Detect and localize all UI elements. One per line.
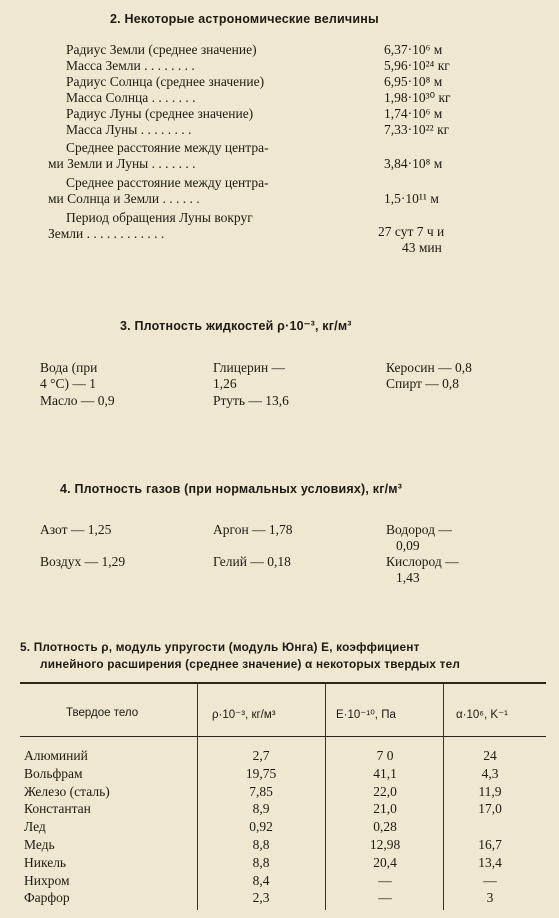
row-label: Среднее расстояние между центра-: [66, 175, 269, 190]
row-label: Радиус Солнца (среднее значение): [66, 74, 265, 89]
row-value: 6,37·10⁶ м: [384, 42, 443, 57]
row-label: Масса Земли . . . . . . . .: [66, 58, 195, 73]
row-label: Радиус Луны (среднее значение): [66, 106, 254, 121]
list-item: Водород —: [386, 522, 452, 537]
column-header: E·10⁻¹⁰, Па: [336, 709, 396, 721]
table-cell: 17,0: [478, 801, 502, 817]
row-value: 6,95·10⁸ м: [384, 74, 443, 89]
section-2-heading: 2. Некоторые астрономические величины: [110, 12, 379, 26]
table-cell: 0,92: [249, 819, 273, 835]
table-cell: 20,4: [373, 854, 397, 870]
table-cell: 21,0: [373, 801, 397, 817]
list-item: Ртуть — 13,6: [213, 393, 289, 408]
table-cell: 41,1: [373, 765, 397, 781]
table-cell: 2,7: [252, 748, 270, 763]
list-item: Масло — 0,9: [40, 393, 115, 408]
list-item: Воздух — 1,29: [40, 554, 126, 569]
row-label: ми Земли и Луны . . . . . . .: [48, 156, 196, 171]
section-5-heading: 5. Плотность ρ, модуль упругости (модуль Юнга) E, коэффициент: [20, 640, 420, 654]
table-cell: 12,98: [369, 837, 401, 852]
column-header: ρ·10⁻³, кг/м³: [212, 709, 276, 721]
table-header-rule: [20, 736, 546, 737]
row-value: 27 сут 7 ч и: [378, 224, 445, 239]
table-cell: 7,85: [249, 783, 273, 799]
row-label: Радиус Земли (среднее значение): [66, 42, 257, 57]
list-item: 1,26: [213, 376, 237, 391]
table-cell: 4,3: [481, 765, 499, 781]
list-item: 4 °C) — 1: [40, 376, 97, 391]
section-3-heading: 3. Плотность жидкостей ρ·10⁻³, кг/м³: [120, 319, 352, 333]
list-item: Аргон — 1,78: [213, 522, 293, 537]
table-cell: 8,8: [252, 854, 270, 870]
table-cell: 2,3: [252, 890, 270, 906]
list-item: Азот — 1,25: [40, 522, 112, 537]
row-label: Масса Солнца . . . . . . .: [66, 90, 196, 105]
table-cell: 7 0: [376, 748, 394, 763]
table-cell: 8,8: [252, 837, 270, 852]
row-value: 1,5·10¹¹ м: [384, 191, 439, 206]
table-cell: —: [378, 872, 392, 888]
material-name: Лед: [24, 819, 46, 835]
column-header: Твердое тело: [66, 707, 139, 719]
table-cell: 8,9: [252, 801, 270, 817]
row-value: 7,33·10²² кг: [384, 122, 450, 137]
material-name: Железо (сталь): [24, 783, 110, 799]
material-name: Медь: [24, 837, 55, 852]
material-name: Константан: [24, 801, 91, 817]
row-value: 43 мин: [402, 240, 442, 255]
list-item: Спирт — 0,8: [386, 376, 460, 391]
row-value: 3,84·10⁸ м: [384, 156, 443, 171]
row-label: Земли . . . . . . . . . . . .: [48, 226, 165, 241]
list-item: Кислород —: [386, 554, 459, 569]
table-cell: 24: [483, 748, 497, 763]
table-top-rule: [20, 682, 546, 684]
table-cell: 19,75: [245, 765, 277, 781]
material-name: Нихром: [24, 872, 70, 888]
column-divider: [325, 684, 326, 910]
row-value: 1,74·10⁶ м: [384, 106, 443, 121]
material-name: Никель: [24, 854, 67, 870]
row-value: 5,96·10²⁴ кг: [384, 58, 450, 73]
row-label: Период обращения Луны вокруг: [66, 210, 253, 225]
list-item: Керосин — 0,8: [386, 360, 472, 375]
list-item: Вода (при: [40, 360, 98, 375]
list-item: Гелий — 0,18: [213, 554, 291, 569]
section-4-heading: 4. Плотность газов (при нормальных условиях), кг/м³: [60, 482, 403, 496]
list-item: Глицерин —: [213, 360, 286, 375]
column-header: α·10⁶, K⁻¹: [456, 709, 508, 721]
row-value: 1,98·10³⁰ кг: [384, 90, 451, 105]
table-cell: 0,28: [373, 819, 397, 835]
table-cell: 16,7: [478, 837, 502, 852]
material-name: Фарфор: [24, 890, 70, 906]
material-name: Вольфрам: [24, 765, 83, 781]
table-cell: 8,4: [252, 872, 270, 888]
list-item: 1,43: [396, 570, 420, 585]
row-label: ми Солнца и Земли . . . . . .: [48, 191, 200, 206]
row-label: Среднее расстояние между центра-: [66, 140, 269, 155]
table-cell: —: [483, 872, 497, 888]
table-cell: 11,9: [478, 783, 502, 799]
column-divider: [197, 684, 198, 910]
table-cell: —: [378, 890, 392, 906]
list-item: 0,09: [396, 538, 420, 553]
column-divider: [443, 684, 444, 910]
table-cell: 22,0: [373, 783, 397, 799]
row-label: Масса Луны . . . . . . . .: [66, 122, 192, 137]
section-5-heading: линейного расширения (среднее значение) α некоторых твердых тел: [40, 657, 461, 671]
material-name: Алюминий: [24, 748, 88, 763]
table-cell: 13,4: [478, 854, 502, 870]
table-cell: 3: [486, 890, 494, 906]
